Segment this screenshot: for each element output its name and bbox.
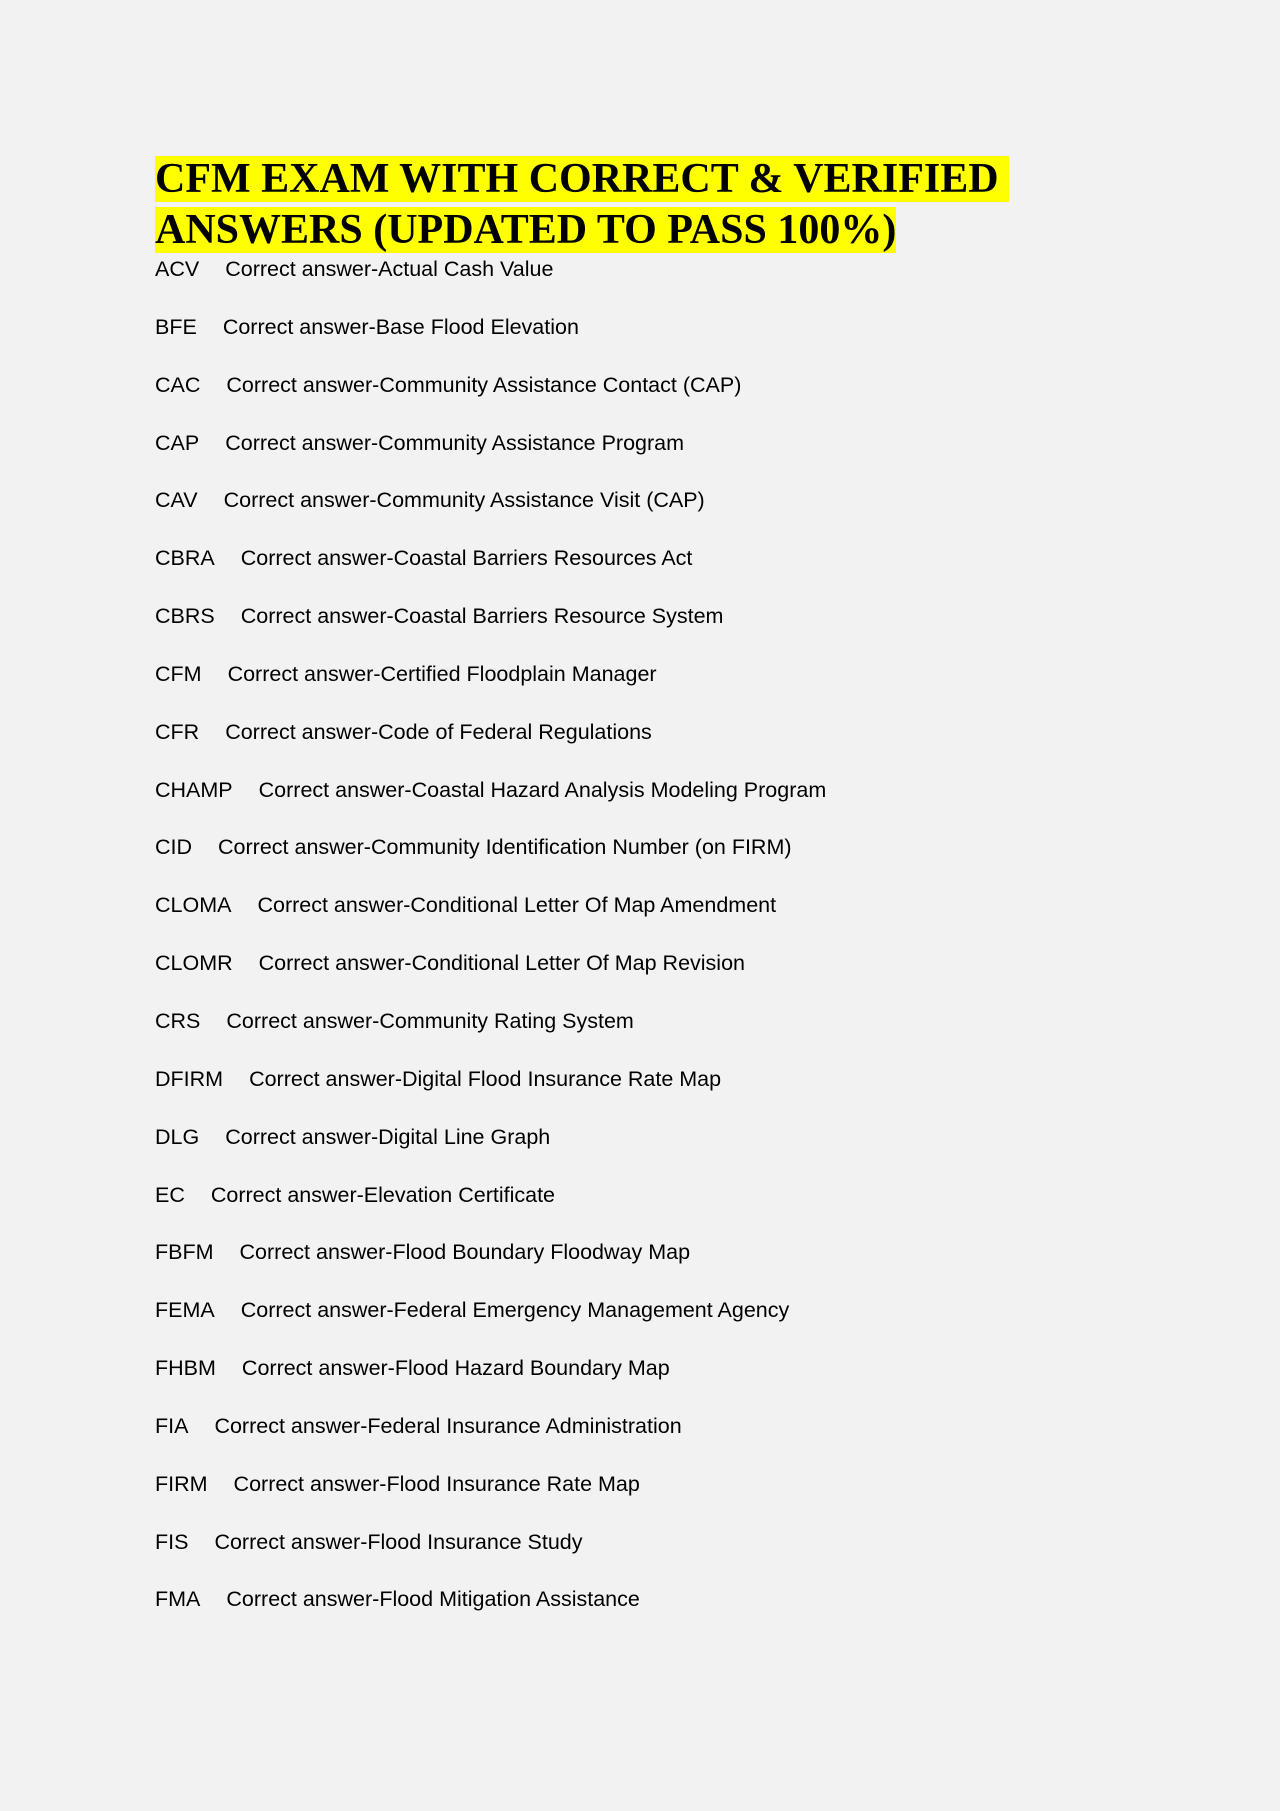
entry-answer: Correct answer-Conditional Letter Of Map Amendment bbox=[257, 893, 777, 918]
entry-answer: Correct answer-Flood Mitigation Assistance bbox=[226, 1587, 640, 1612]
entry-term: CAC bbox=[155, 372, 201, 397]
entry-term: FHBM bbox=[155, 1356, 216, 1381]
list-item bbox=[155, 1118, 1155, 1176]
entry-answer: Correct answer-Community Assistance Contact (CAP) bbox=[226, 372, 742, 397]
entry-answer: Correct answer-Flood Insurance Study bbox=[214, 1529, 583, 1554]
entry-term: CBRS bbox=[155, 604, 215, 629]
list-item bbox=[155, 1291, 1155, 1349]
entry-answer: Correct answer-Coastal Barriers Resources Act bbox=[240, 546, 693, 571]
entry-answer: Correct answer-Coastal Barriers Resource System bbox=[240, 604, 724, 629]
entry-term: CHAMP bbox=[155, 777, 233, 802]
list-item bbox=[155, 1233, 1155, 1291]
list-item bbox=[155, 944, 1155, 1002]
entry-term: EC bbox=[155, 1182, 185, 1207]
entry-term: DLG bbox=[155, 1124, 200, 1149]
entry-term: FIS bbox=[155, 1529, 189, 1554]
entry-term: CID bbox=[155, 835, 193, 860]
list-item bbox=[155, 1349, 1155, 1407]
title-line-2: ANSWERS (UPDATED TO PASS 100%) bbox=[155, 207, 897, 253]
entry-answer: Correct answer-Digital Flood Insurance Rate Map bbox=[249, 1066, 722, 1091]
list-item bbox=[155, 250, 1155, 308]
entry-term: FIRM bbox=[155, 1471, 208, 1496]
entry-answer: Correct answer-Flood Insurance Rate Map bbox=[233, 1471, 640, 1496]
entry-answer: Correct answer-Digital Line Graph bbox=[225, 1124, 551, 1149]
list-item bbox=[155, 481, 1155, 539]
list-item bbox=[155, 886, 1155, 944]
list-item bbox=[155, 713, 1155, 771]
list-item bbox=[155, 828, 1155, 886]
list-item bbox=[155, 597, 1155, 655]
list-item bbox=[155, 655, 1155, 713]
entry-answer: Correct answer-Certified Floodplain Manager bbox=[227, 661, 657, 686]
entry-term: ACV bbox=[155, 257, 200, 281]
entry-answer: Correct answer-Community Assistance Program bbox=[225, 430, 685, 455]
entry-term: CBRA bbox=[155, 546, 215, 571]
entry-answer: Correct answer-Community Assistance Visit (CAP) bbox=[223, 488, 705, 513]
entry-term: FEMA bbox=[155, 1298, 215, 1323]
entry-term: CFM bbox=[155, 661, 202, 686]
entry-answer: Correct answer-Elevation Certificate bbox=[210, 1182, 556, 1207]
entry-term: CAV bbox=[155, 488, 198, 513]
list-item bbox=[155, 771, 1155, 829]
document-title bbox=[155, 154, 1055, 256]
list-item bbox=[155, 424, 1155, 482]
entry-answer: Correct answer-Actual Cash Value bbox=[225, 257, 554, 281]
entry-term: CAP bbox=[155, 430, 200, 455]
entry-answer: Correct answer-Coastal Hazard Analysis Modeling Program bbox=[258, 777, 827, 802]
entry-term: CLOMA bbox=[155, 893, 232, 918]
list-item bbox=[155, 366, 1155, 424]
entry-answer: Correct answer-Base Flood Elevation bbox=[222, 314, 579, 339]
list-item bbox=[155, 1060, 1155, 1118]
entry-term: DFIRM bbox=[155, 1066, 224, 1091]
entry-answer: Correct answer-Flood Hazard Boundary Map bbox=[241, 1356, 670, 1381]
entry-term: BFE bbox=[155, 314, 197, 339]
entry-answer: Correct answer-Community Identification Number (on FIRM) bbox=[218, 835, 792, 860]
entry-term: CFR bbox=[155, 719, 200, 744]
list-item bbox=[155, 308, 1155, 366]
entry-answer: Correct answer-Code of Federal Regulations bbox=[225, 719, 652, 744]
entry-term: FIA bbox=[155, 1413, 189, 1438]
list-item bbox=[155, 1002, 1155, 1060]
title-line-1: CFM EXAM WITH CORRECT & VERIFIED bbox=[155, 156, 1010, 202]
entry-answer: Correct answer-Federal Emergency Management Agency bbox=[240, 1298, 790, 1323]
entry-answer: Correct answer-Community Rating System bbox=[226, 1008, 634, 1033]
list-item bbox=[155, 1523, 1155, 1581]
entry-answer: Correct answer-Conditional Letter Of Map Revision bbox=[258, 951, 745, 976]
list-item bbox=[155, 539, 1155, 597]
list-item bbox=[155, 1407, 1155, 1465]
entry-term: CRS bbox=[155, 1008, 201, 1033]
list-item bbox=[155, 1465, 1155, 1523]
entry-answer: Correct answer-Federal Insurance Administration bbox=[214, 1413, 682, 1438]
list-item bbox=[155, 1580, 1155, 1638]
entry-term: FMA bbox=[155, 1587, 201, 1612]
list-item bbox=[155, 1176, 1155, 1234]
entry-answer: Correct answer-Flood Boundary Floodway Map bbox=[239, 1240, 691, 1265]
glossary-list bbox=[155, 250, 1155, 1638]
entry-term: CLOMR bbox=[155, 951, 233, 976]
entry-term: FBFM bbox=[155, 1240, 214, 1265]
